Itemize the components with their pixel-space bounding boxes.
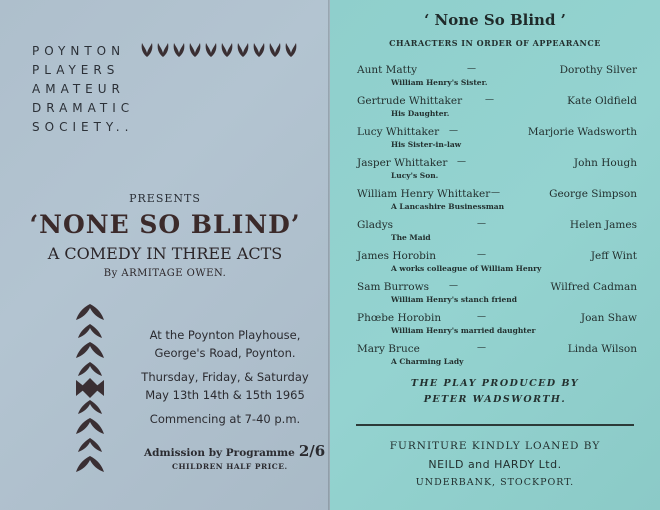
play-subtitle: A COMEDY IN THREE ACTS [47, 244, 283, 263]
character-description: William Henry's Sister. [391, 78, 488, 87]
cast-row [357, 312, 637, 343]
character-name: Gladys [357, 219, 394, 231]
venue-line: At the Poynton Playhouse, [149, 328, 301, 342]
cast-heading: CHARACTERS IN ORDER OF APPEARANCE [389, 38, 601, 48]
actor-name: Wilfred Cadman [550, 281, 637, 293]
admission-label: Admission by Programme [144, 447, 295, 459]
actor-name: Marjorie Wadsworth [527, 126, 637, 138]
tulip-icon [156, 42, 170, 58]
cast-row [357, 281, 637, 312]
character-description: Lucy's Son. [391, 171, 439, 180]
actor-name: George Simpson [549, 188, 637, 200]
character-name: William Henry Whittaker [357, 188, 491, 200]
play-author: By ARMITAGE OWEN. [103, 268, 227, 279]
actor-name: Jeff Wint [590, 250, 637, 262]
character-name: Mary Bruce [357, 343, 420, 355]
tulip-icon [252, 42, 266, 58]
dash: — [477, 219, 486, 229]
character-name: Phœbe Horobin [357, 312, 442, 324]
furniture-credit: FURNITURE KINDLY LOANED BY [389, 440, 601, 452]
dash: — [457, 157, 466, 167]
tulip-icon [140, 42, 154, 58]
presents-label: PRESENTS [129, 192, 201, 205]
dash: — [477, 343, 486, 353]
dash: — [477, 250, 486, 260]
character-description: William Henry's married daughter [391, 326, 536, 335]
firm-address: UNDERBANK, STOCKPORT. [415, 477, 575, 488]
dash: — [491, 188, 500, 198]
dash: — [485, 95, 494, 105]
venue-line: Commencing at 7-40 p.m. [149, 412, 301, 426]
produced-by-label: THE PLAY PRODUCED BY [410, 378, 580, 389]
vertical-leaf-ornament-icon [72, 300, 108, 475]
actor-name: Joan Shaw [580, 312, 637, 324]
cast-row [357, 188, 637, 219]
children-price-note: CHILDREN HALF PRICE. [172, 462, 288, 471]
actor-name: Helen James [569, 219, 637, 231]
cast-row [357, 157, 637, 188]
society-line: PLAYERS [32, 63, 120, 77]
tulip-icon [188, 42, 202, 58]
dash: — [477, 312, 486, 322]
venue-details [130, 326, 320, 428]
dash: — [449, 281, 458, 291]
society-line: AMATEUR [32, 82, 125, 96]
tulip-icon [268, 42, 282, 58]
play-title: ‘NONE SO BLIND’ [29, 210, 301, 239]
character-name: Sam Burrows [357, 281, 429, 293]
society-line: DRAMATIC [32, 101, 135, 115]
character-name: Lucy Whittaker [357, 126, 440, 138]
tulip-icon [236, 42, 250, 58]
dash: — [449, 126, 458, 136]
divider-rule [356, 424, 634, 426]
character-description: A Lancashire Businessman [391, 202, 505, 211]
character-name: Jasper Whittaker [357, 157, 448, 169]
actor-name: John Hough [573, 157, 637, 169]
admission-price: 2/6 [298, 442, 326, 460]
actor-name: Dorothy Silver [559, 64, 637, 76]
actor-name: Kate Oldfield [567, 95, 637, 107]
cast-row [357, 219, 637, 250]
character-name: James Horobin [357, 250, 437, 262]
venue-line: Thursday, Friday, & Saturday [141, 370, 309, 384]
society-line: SOCIETY.. [32, 120, 134, 134]
tulip-icon [284, 42, 298, 58]
tulip-icon [204, 42, 218, 58]
society-name [32, 42, 134, 137]
venue-line: George's Road, Poynton. [154, 346, 296, 360]
cast-page-title: ‘ None So Blind ’ [424, 11, 566, 29]
character-description: A Charming Lady [391, 357, 464, 366]
society-line: POYNTON [32, 44, 126, 58]
admission-line [144, 442, 325, 460]
cast-row [357, 64, 637, 95]
cast-list [357, 64, 637, 374]
character-description: William Henry's stanch friend [391, 295, 517, 304]
character-name: Aunt Matty [357, 64, 418, 76]
producer-name: PETER WADSWORTH. [423, 394, 567, 405]
furniture-firm: NEILD and HARDY Ltd. [428, 458, 562, 471]
cast-page [330, 0, 660, 510]
dash: — [467, 64, 476, 74]
cast-row [357, 126, 637, 157]
cast-row [357, 95, 637, 126]
tulip-border-ornament [140, 42, 298, 58]
cast-row [357, 250, 637, 281]
character-description: The Maid [391, 233, 431, 242]
actor-name: Linda Wilson [567, 343, 637, 355]
cast-row [357, 343, 637, 374]
venue-line: May 13th 14th & 15th 1965 [145, 388, 305, 402]
tulip-icon [220, 42, 234, 58]
character-name: Gertrude Whittaker [357, 95, 463, 107]
character-description: His Daughter. [391, 109, 450, 118]
character-description: A works colleague of William Henry [391, 264, 542, 273]
character-description: His Sister-in-law [391, 140, 462, 149]
tulip-icon [172, 42, 186, 58]
